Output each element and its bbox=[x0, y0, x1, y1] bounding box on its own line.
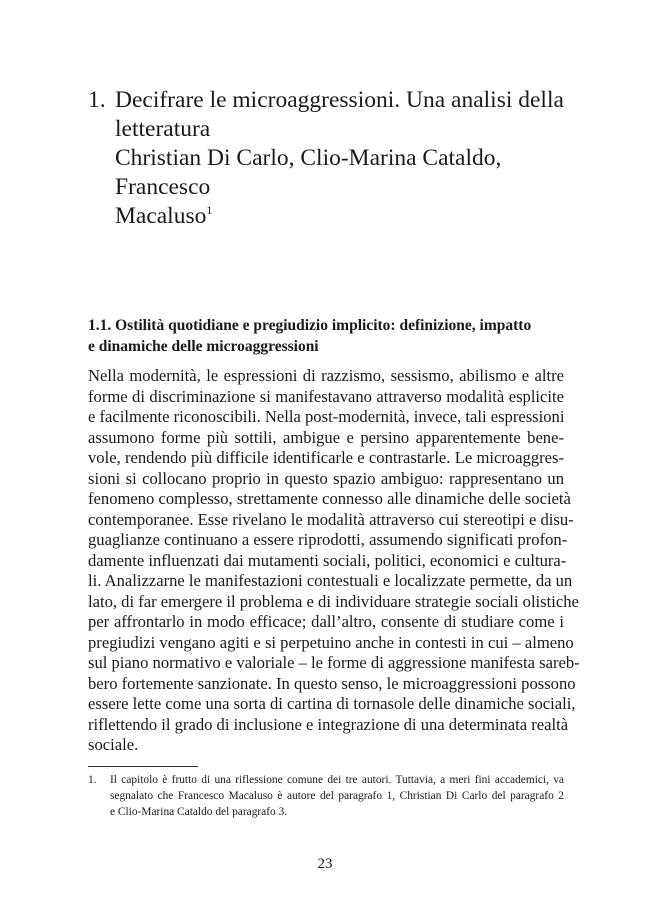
text-line: sociale. bbox=[88, 735, 139, 754]
text-line: riflettendo il grado di inclusione e integrazione di una determinata realtà bbox=[88, 714, 569, 734]
chapter-title-line: letteratura bbox=[115, 116, 211, 142]
section-title-line: 1.1. Ostilità quotidiane e pregiudizio implicito: definizione, impatto bbox=[88, 317, 532, 334]
text-line: bero fortemente sanzionate. In questo senso, le microaggressioni possono bbox=[88, 673, 576, 693]
text-line: lato, di far emergere il problema e di individuare strategie sociali olistiche bbox=[88, 591, 579, 611]
authors-line bbox=[115, 202, 588, 231]
footnote-number: 1. bbox=[88, 774, 97, 786]
section-title-line: e dinamiche delle microaggressioni bbox=[88, 338, 319, 355]
text-line: sul piano normativo e valoriale – le forme di aggressione manifesta sareb- bbox=[88, 653, 580, 672]
text-line: fenomeno complesso, strettamente connesso alle dinamiche delle società bbox=[88, 489, 571, 508]
authors-line: Christian Di Carlo, Clio-Marina Cataldo, Francesco bbox=[115, 145, 502, 200]
text-line: vole, rendendo più difficile identificarle e contrastarle. Le microaggres- bbox=[88, 448, 564, 467]
text-line: pregiudizi vengano agiti e si perpetuino anche in contesti in cui – almeno bbox=[88, 632, 574, 652]
text-line: forme di discriminazione si manifestavano attraverso modalità esplicite bbox=[88, 386, 564, 406]
text-line: per affrontarlo in modo efficace; dall’altro, consente di studiare come i bbox=[88, 612, 564, 631]
body-paragraph bbox=[88, 366, 580, 756]
footnote-line: e Clio-Marina Cataldo del paragrafo 3. bbox=[110, 806, 288, 818]
page-number: 23 bbox=[317, 856, 333, 872]
chapter-heading bbox=[88, 86, 588, 231]
text-line: assumono forme più sottili, ambigue e persino apparentemente bene- bbox=[88, 427, 564, 447]
text-line: contemporanee. Esse rivelano le modalità attraverso cui stereotipi e disu- bbox=[88, 509, 574, 529]
text-line: guaglianze continuano a essere riprodotti, assumendo significati profon- bbox=[88, 530, 568, 549]
chapter-authors bbox=[115, 144, 588, 231]
footnote-divider bbox=[88, 766, 198, 767]
text-line: sioni si collocano proprio in questo spazio ambiguo: rappresentano un bbox=[88, 468, 564, 488]
footnote-reference[interactable]: 1 bbox=[206, 203, 213, 218]
footnote-line: segnalato che Francesco Macaluso è autore del paragrafo 1, Christian Di Carlo del paragrafo 2 bbox=[110, 790, 564, 802]
authors-line-text: Macaluso bbox=[115, 203, 207, 229]
text-line: damente influenzati dai mutamenti sociali, politici, economici e cultura- bbox=[88, 550, 567, 570]
chapter-number: 1. bbox=[88, 87, 106, 113]
text-line: e facilmente riconoscibili. Nella post-modernità, invece, tali espressioni bbox=[88, 407, 565, 426]
text-line: li. Analizzarne le manifestazioni contestuali e localizzate permette, da un bbox=[88, 571, 573, 590]
text-line: essere lette come una sorta di cartina di tornasole delle dinamiche sociali, bbox=[88, 694, 576, 713]
footnote bbox=[88, 772, 564, 820]
text-line: Nella modernità, le espressioni di razzismo, sessismo, abilismo e altre bbox=[88, 366, 564, 385]
chapter-title bbox=[115, 86, 588, 144]
footnote-line: Il capitolo è frutto di una riflessione comune dei tre autori. Tuttavia, a meri fini accademici, va bbox=[110, 774, 564, 786]
section-heading bbox=[88, 315, 568, 357]
chapter-title-line: Decifrare le microaggressioni. Una analisi della bbox=[115, 87, 564, 113]
